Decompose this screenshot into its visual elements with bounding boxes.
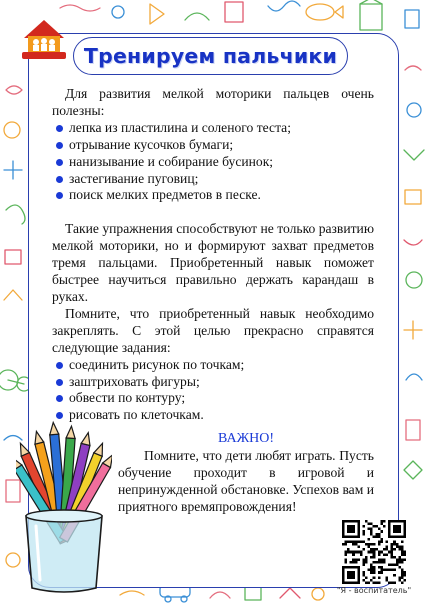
main-text bbox=[52, 86, 374, 424]
important-text: Помните, что дети любят играть. Пусть обучение проходит в игровой и непринужденной обстановке. Успехов вам и приятного времяпровождения! bbox=[118, 448, 374, 514]
tasks-list bbox=[52, 357, 374, 425]
bullet-dot-icon bbox=[56, 125, 63, 132]
important-note bbox=[118, 430, 374, 515]
bullet-dot-icon bbox=[56, 192, 63, 199]
important-heading: ВАЖНО! bbox=[218, 431, 274, 446]
exercises-paragraph: Такие упражнения способствуют не только развитию мелкой моторики, но и формируют захват предметов тремя пальцами. Приобретенный навык поможет быстрее научиться правильно держать карандаш в руках. bbox=[52, 221, 374, 304]
bullet-dot-icon bbox=[56, 362, 63, 369]
bullet-dot-icon bbox=[56, 142, 63, 149]
qr-code-icon bbox=[342, 520, 406, 584]
bullet-dot-icon bbox=[56, 412, 63, 419]
kindergarten-logo bbox=[18, 14, 70, 62]
list-item: поиск мелких предметов в песке. bbox=[56, 187, 374, 204]
page-title: Тренируем пальчики bbox=[83, 44, 338, 68]
bullet-dot-icon bbox=[56, 176, 63, 183]
list-item: обвести по контуру; bbox=[56, 390, 374, 407]
pencils-in-cup-illustration bbox=[16, 420, 112, 598]
list-item: отрывание кусочков бумаги; bbox=[56, 137, 374, 154]
list-item: рисовать по клеточкам. bbox=[56, 407, 374, 424]
activities-list bbox=[52, 120, 374, 205]
bullet-dot-icon bbox=[56, 395, 63, 402]
list-item: лепка из пластилина и соленого теста; bbox=[56, 120, 374, 137]
intro-paragraph: Для развития мелкой моторики пальцев очень полезны: bbox=[52, 86, 374, 118]
list-item: застегивание пуговиц; bbox=[56, 171, 374, 188]
title-banner bbox=[73, 37, 348, 75]
qr-caption: "Я - воспитатель" bbox=[336, 586, 412, 595]
list-item: заштриховать фигуры; bbox=[56, 374, 374, 391]
list-item: соединить рисунок по точкам; bbox=[56, 357, 374, 374]
bullet-dot-icon bbox=[56, 379, 63, 386]
reminder-paragraph: Помните, что приобретенный навык необходимо закреплять. С этой целью прекрасно справятся следующие задания: bbox=[52, 305, 374, 355]
bullet-dot-icon bbox=[56, 159, 63, 166]
list-item: нанизывание и собирание бусинок; bbox=[56, 154, 374, 171]
